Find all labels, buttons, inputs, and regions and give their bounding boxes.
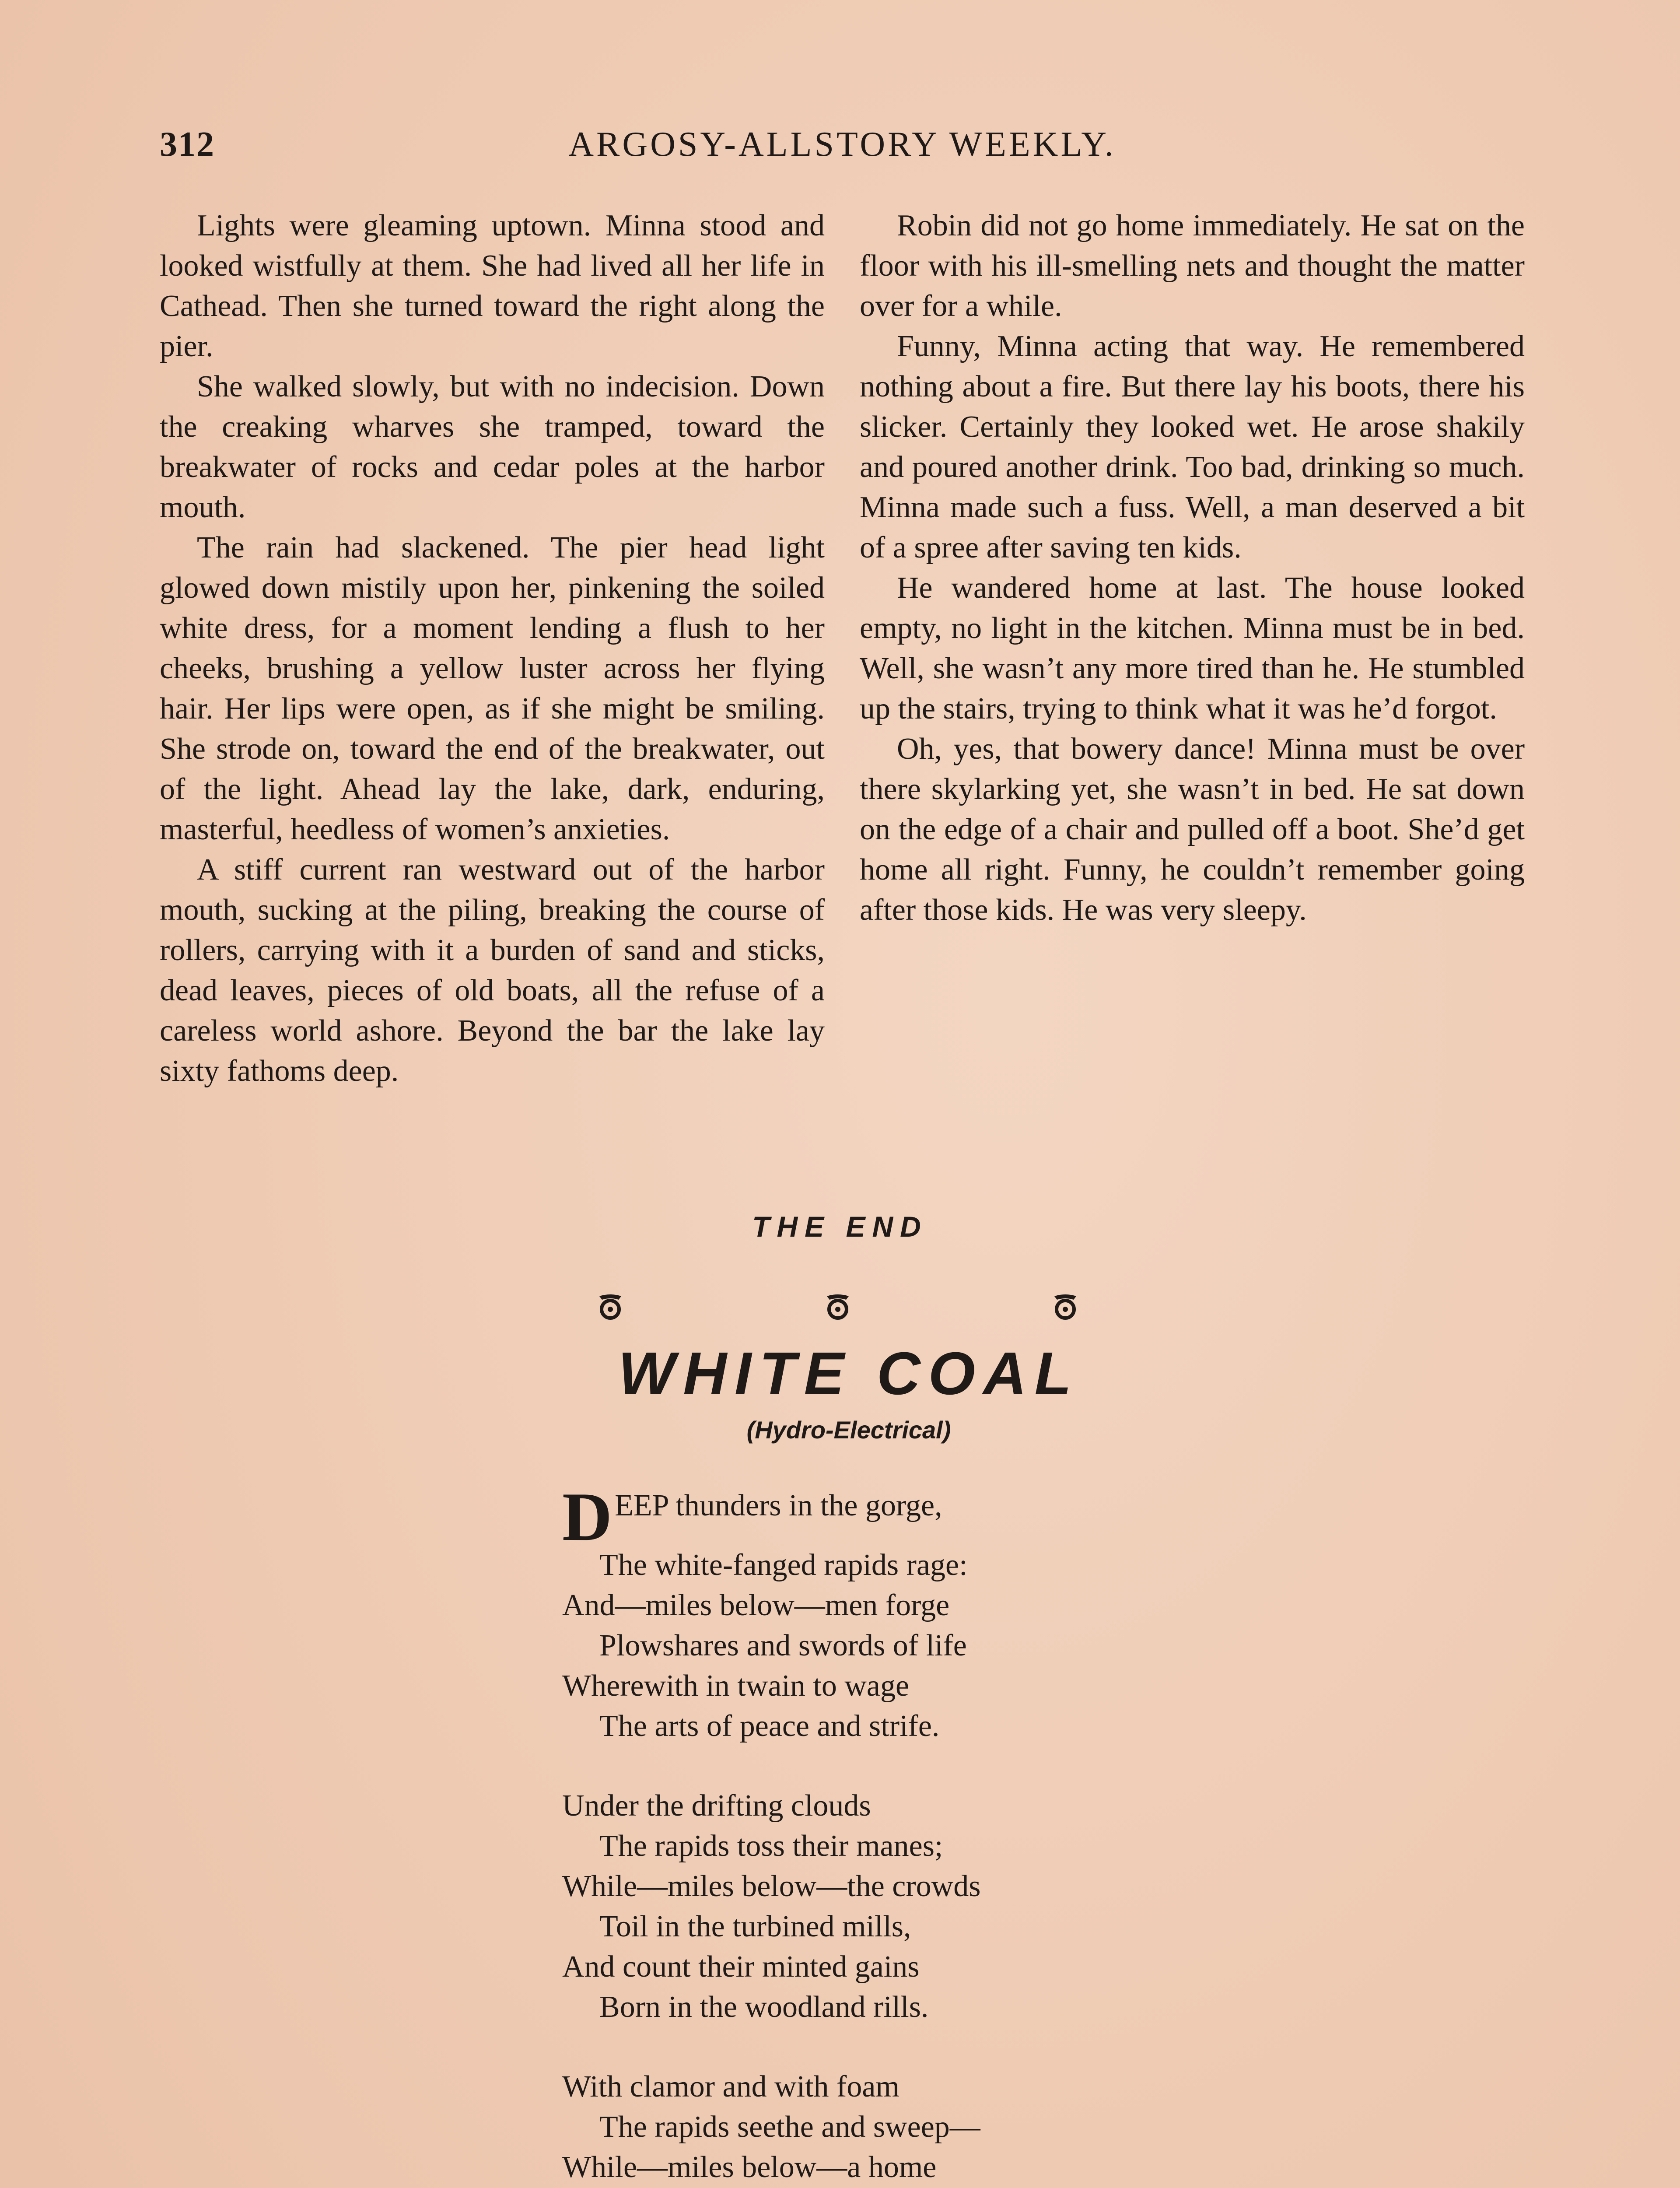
poem-line: The rapids seethe and sweep—: [599, 2110, 980, 2144]
paragraph: The rain had slackened. The pier head light glowed down mistily upon her, pinkening the soiled white dress, for a moment lending a flush to her cheeks, brushing a yellow luster across her flying hair. Her lips were open, as if she might be smiling. She strode on, toward the end of the breakwater, out of the light. Ahead lay the lake, dark, enduring, masterful, heedless of women’s anxieties.: [160, 531, 825, 846]
paragraph: A stiff current ran westward out of the harbor mouth, sucking at the piling, breaking the course of rollers, carrying with it a burden of sand and sticks, dead leaves, pieces of old boats, all the refuse of a careless world ashore. Beyond the bar the lake lay sixty fathoms deep.: [160, 853, 825, 1088]
right-column: [860, 206, 1525, 930]
running-head: ARGOSY-ALLSTORY WEEKLY.: [568, 125, 1116, 164]
poem-line: Wherewith in twain to wage: [562, 1669, 910, 1703]
page-header: [160, 125, 1525, 173]
paragraph: She walked slowly, but with no indecision. Down the creaking wharves she tramped, toward the breakwater of rocks and cedar poles at the harbor mouth.: [160, 370, 825, 524]
stanza: [562, 1786, 1175, 2027]
fleuron-icon: [1050, 1291, 1081, 1322]
left-column: [160, 206, 825, 1091]
poem-subtitle: (Hydro-Electrical): [746, 1416, 951, 1444]
fleuron-icon: [822, 1291, 853, 1322]
poem-line: Under the drifting clouds: [562, 1789, 871, 1823]
ornament-row: [578, 1291, 1102, 1326]
poem-line: EEP thunders in the gorge,: [615, 1489, 942, 1522]
poem-line: And count their minted gains: [562, 1950, 920, 1984]
poem-line: With clamor and with foam: [562, 2070, 900, 2104]
page-number: 312: [160, 125, 215, 164]
poem-line: While—miles below—the crowds: [562, 1869, 981, 1903]
poem-line: Toil in the turbined mills,: [599, 1910, 911, 1943]
poem-line: Plowshares and swords of life: [599, 1629, 967, 1662]
fleuron-icon: [595, 1291, 626, 1322]
poem-body: [562, 1479, 1175, 2188]
poem-title: WHITE COAL: [618, 1340, 1079, 1407]
paragraph: Oh, yes, that bowery dance! Minna must be over there skylarking yet, she wasn’t in bed. He sat down on the edge of a chair and pulled off a boot. She’d get home all right. Funny, he couldn’t remember going after those kids. He was very sleepy.: [860, 732, 1525, 927]
the-end-label: THE END: [752, 1210, 928, 1243]
stanza: [562, 2067, 1175, 2188]
stanza: [562, 1479, 1175, 1746]
paragraph: Funny, Minna acting that way. He remembered nothing about a fire. But there lay his boots, there his slicker. Certainly they looked wet. He arose shakily and poured another drink. Too bad, drinking so much. Minna made such a fuss. Well, a man deserved a bit of a spree after saving ten kids.: [860, 330, 1525, 565]
poem-line: While—miles below—a home: [562, 2150, 937, 2184]
poem-line: And—miles below—men forge: [562, 1588, 950, 1622]
paragraph: He wandered home at last. The house looked empty, no light in the kitchen. Minna must be in bed. Well, she wasn’t any more tired than he. He stumbled up the stairs, trying to think what it was he’d forgot.: [860, 571, 1525, 726]
poem-line: The arts of peace and strife.: [599, 1709, 940, 1743]
poem-line: The white-fanged rapids rage:: [599, 1548, 968, 1582]
poem-line: Born in the woodland rills.: [599, 1990, 929, 2024]
drop-cap: D: [562, 1479, 612, 1555]
poem-line: The rapids toss their manes;: [599, 1829, 943, 1863]
paragraph: Lights were gleaming uptown. Minna stood and looked wistfully at them. She had lived all her life in Cathead. Then she turned toward the right along the pier.: [160, 209, 825, 363]
paragraph: Robin did not go home immediately. He sat on the floor with his ill-smelling nets and thought the matter over for a while.: [860, 209, 1525, 323]
